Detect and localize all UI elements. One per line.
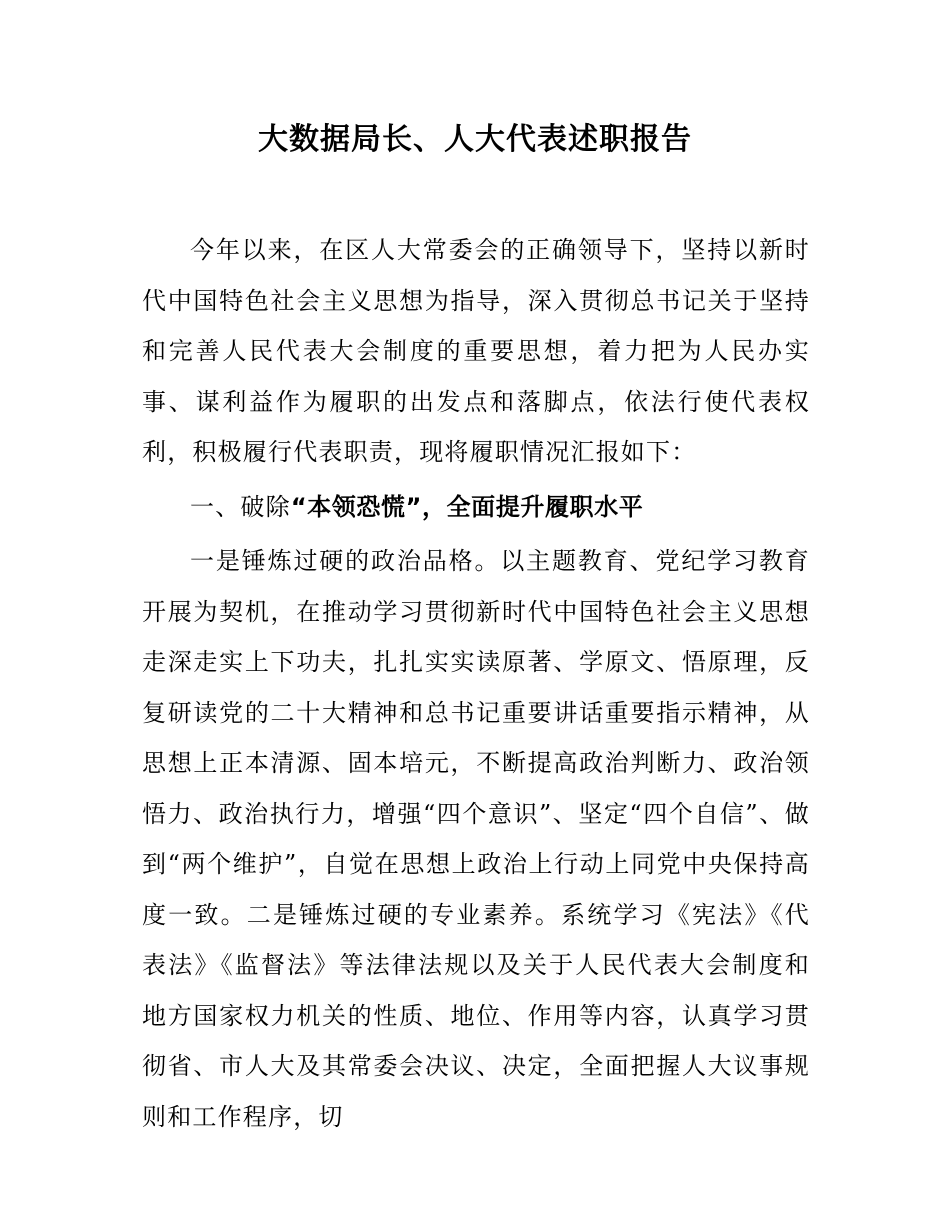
intro-paragraph: 今年以来，在区人大常委会的正确领导下，坚持以新时代中国特色社会主义思想为指导，深入贯彻总书记关于坚持和完善人民代表大会制度的重要思想，着力把为人民办实事、谋利益作为履职的出发点和落脚点，依法行使代表权利，积极履行代表职责，现将履职情况汇报如下： (142, 236, 810, 466)
body-paragraph: 一是锤炼过硬的政治品格。以主题教育、党纪学习教育开展为契机，在推动学习贯彻新时代中国特色社会主义思想走深走实上下功夫，扎扎实实读原著、学原文、悟原理，反复研读党的二十大精神和总书记重要讲话重要指示精神，从思想上正本清源、固本培元，不断提高政治判断力、政治领悟力、政治执行力，增强“四个意识”、坚定“四个自信”、做到“两个维护”，自觉在思想上政治上行动上同党中央保持高度一致。二是锤炼过硬的专业素养。系统学习《宪法》《代表法》《监督法》等法律法规以及关于人民代表大会制度和地方国家权力机关的性质、地位、作用等内容，认真学习贯彻省、市人大及其常委会决议、决定，全面把握人大议事规则和工作程序，切 (142, 547, 810, 1131)
document-title: 大数据局长、人大代表述职报告 (258, 122, 692, 157)
section-title: “本领恐慌”，全面提升履职水平 (290, 492, 644, 521)
section-heading (142, 482, 810, 533)
document-body (142, 225, 810, 1142)
section-number: 一、破除 (190, 492, 291, 521)
